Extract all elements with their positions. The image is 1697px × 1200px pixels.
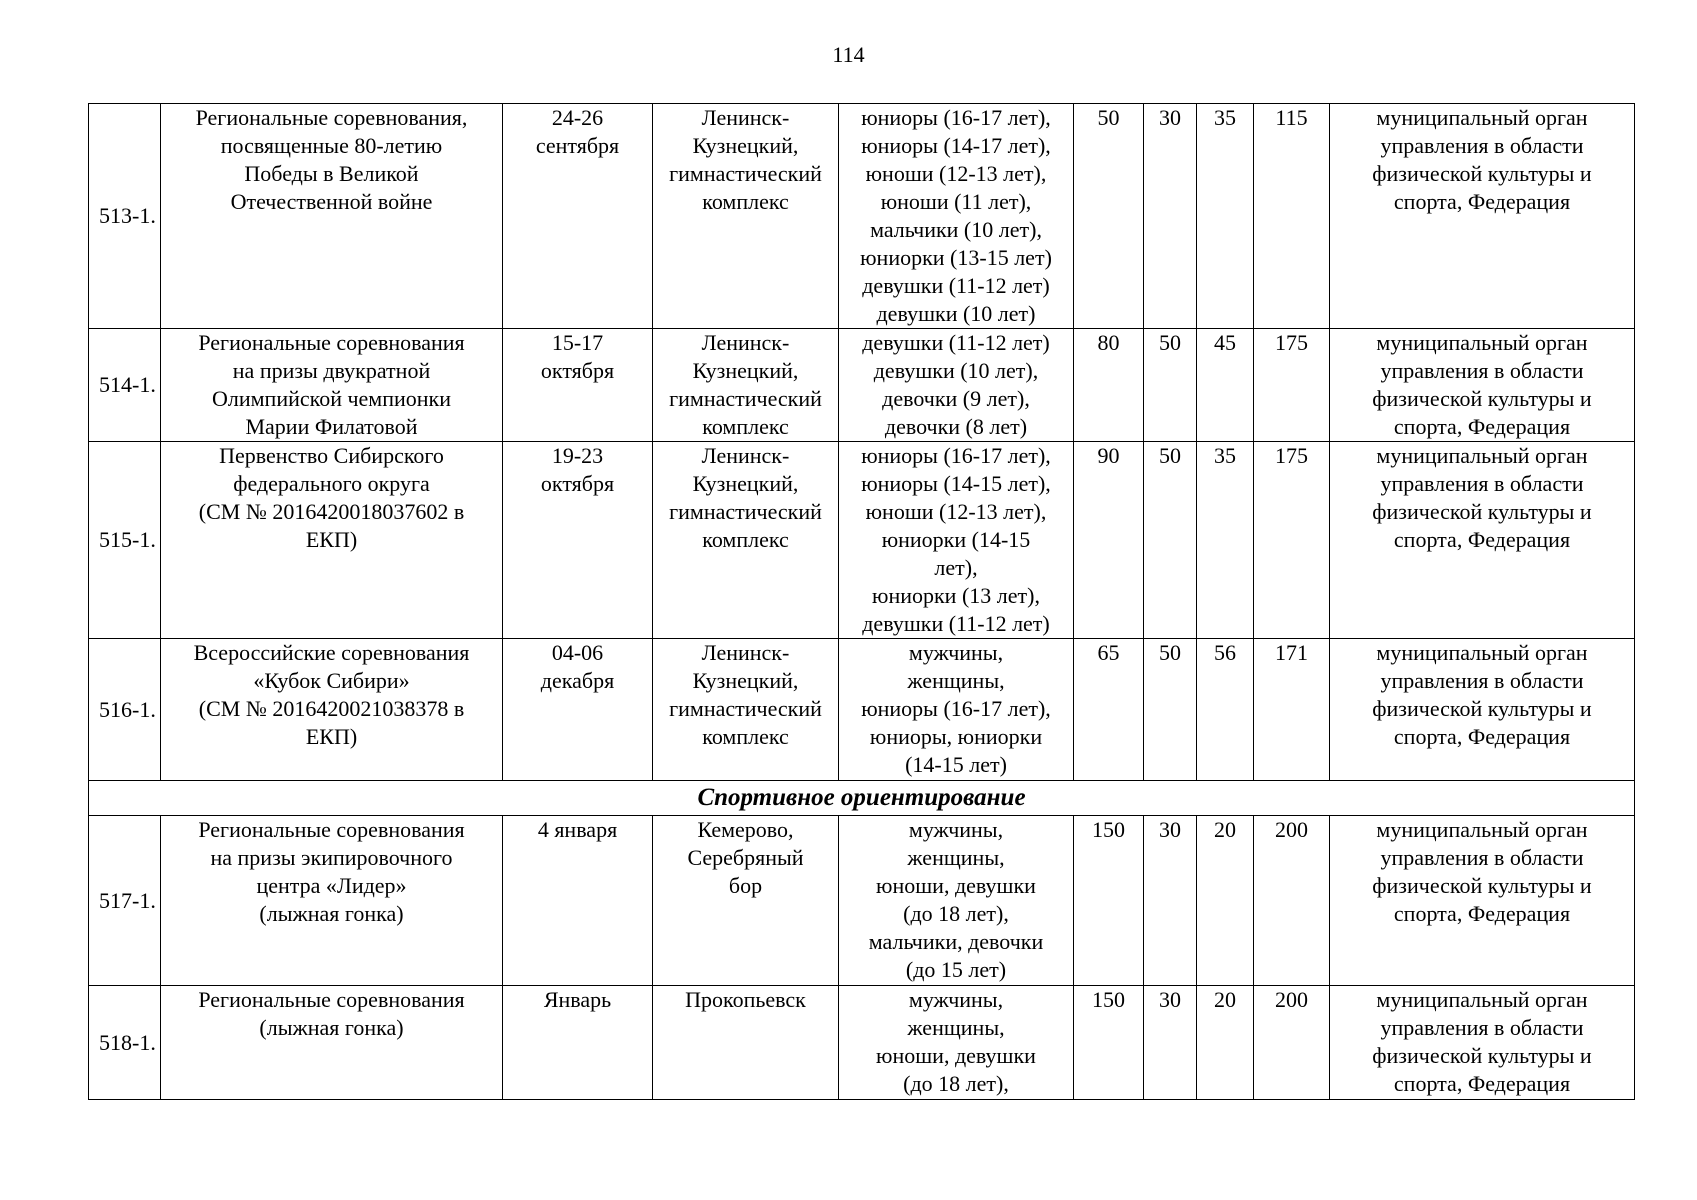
text-line: Победы в Великой <box>244 161 419 186</box>
cell-event-name <box>161 816 503 986</box>
cell-total: 115 <box>1254 104 1330 329</box>
text-line: девушки (10 лет) <box>876 301 1036 326</box>
text-line: девушки (11-12 лет) <box>862 330 1050 355</box>
text-line: муниципальный орган <box>1376 640 1588 665</box>
page-number: 114 <box>832 42 865 67</box>
text-line: сентября <box>535 133 620 158</box>
text-line: Кузнецкий, <box>692 133 799 158</box>
text-line: Отечественной войне <box>230 189 433 214</box>
text-line: юноши, девушки <box>876 873 1036 898</box>
cell-location <box>653 442 839 639</box>
table-row <box>89 816 1635 986</box>
text-line: бор <box>728 873 763 898</box>
cell-count-2: 50 <box>1144 639 1197 781</box>
text-line: Олимпийской чемпионки <box>211 386 452 411</box>
text-line: юниоры, юниорки <box>869 724 1043 749</box>
text-line: федерального округа <box>233 471 430 496</box>
text-line: (лыжная гонка) <box>259 1015 404 1040</box>
text-line: физической культуры и <box>1372 499 1592 524</box>
text-line: управления в области <box>1380 471 1584 496</box>
cell-dates <box>503 329 653 442</box>
text-line: декабря <box>540 668 615 693</box>
text-line: на призы экипировочного <box>210 845 453 870</box>
cell-event-name <box>161 442 503 639</box>
cell-organizer <box>1330 816 1635 986</box>
cell-dates <box>503 442 653 639</box>
text-line: юноши (11 лет), <box>880 189 1032 214</box>
text-line: Региональные соревнования, <box>195 105 468 130</box>
text-line: ЕКП) <box>305 724 358 749</box>
text-line: (СМ № 2016420021038378 в <box>198 696 465 721</box>
text-line: комплекс <box>702 189 789 214</box>
table-row <box>89 329 1635 442</box>
cell-count-2: 50 <box>1144 329 1197 442</box>
cell-count-3: 45 <box>1197 329 1254 442</box>
text-line: юниоры (14-17 лет), <box>861 133 1051 158</box>
text-line: юноши, девушки <box>876 1043 1036 1068</box>
text-line: (лыжная гонка) <box>259 901 404 926</box>
text-line: юниорки (14-15 <box>881 527 1031 552</box>
text-line: спорта, Федерация <box>1393 1071 1571 1096</box>
cell-participants <box>839 329 1074 442</box>
text-line: комплекс <box>702 527 789 552</box>
cell-number: 514-1. <box>89 329 161 442</box>
text-line: девочки (8 лет) <box>884 414 1028 439</box>
cell-count-3: 20 <box>1197 986 1254 1100</box>
text-line: гимнастический <box>669 386 822 411</box>
cell-count-2: 30 <box>1144 816 1197 986</box>
cell-organizer <box>1330 329 1635 442</box>
text-line: (СМ № 2016420018037602 в <box>198 499 465 524</box>
cell-dates <box>503 986 653 1100</box>
text-line: спорта, Федерация <box>1393 901 1571 926</box>
text-line: Прокопьевск <box>685 987 806 1012</box>
cell-participants <box>839 104 1074 329</box>
cell-count-3: 35 <box>1197 104 1254 329</box>
text-line: муниципальный орган <box>1376 817 1588 842</box>
cell-count-2: 50 <box>1144 442 1197 639</box>
text-line: Региональные соревнования <box>198 330 465 355</box>
cell-location <box>653 329 839 442</box>
cell-total: 200 <box>1254 816 1330 986</box>
table-row <box>89 442 1635 639</box>
text-line: 04-06 <box>551 640 604 665</box>
cell-location <box>653 104 839 329</box>
cell-count-3: 56 <box>1197 639 1254 781</box>
text-line: девочки (9 лет), <box>882 386 1030 411</box>
text-line: юниоры (14-15 лет), <box>861 471 1051 496</box>
cell-location <box>653 986 839 1100</box>
text-line: женщины, <box>907 1015 1005 1040</box>
text-line: Январь <box>543 987 612 1012</box>
text-line: юниоры (16-17 лет), <box>861 696 1051 721</box>
text-line: Кузнецкий, <box>692 668 799 693</box>
cell-organizer <box>1330 639 1635 781</box>
text-line: мужчины, <box>908 640 1004 665</box>
cell-count-2: 30 <box>1144 104 1197 329</box>
cell-count-1: 150 <box>1074 816 1144 986</box>
text-line: Ленинск- <box>701 105 790 130</box>
text-line: девушки (10 лет), <box>873 358 1039 383</box>
cell-total: 175 <box>1254 329 1330 442</box>
text-line: мальчики, девочки <box>868 929 1044 954</box>
cell-location <box>653 816 839 986</box>
cell-count-3: 35 <box>1197 442 1254 639</box>
cell-event-name <box>161 104 503 329</box>
text-line: Кемерово, <box>697 817 794 842</box>
text-line: юниоры (16-17 лет), <box>861 443 1051 468</box>
cell-participants <box>839 639 1074 781</box>
text-line: (до 15 лет) <box>905 957 1007 982</box>
cell-total: 175 <box>1254 442 1330 639</box>
cell-count-2: 30 <box>1144 986 1197 1100</box>
table-body-upper <box>89 104 1635 781</box>
text-line: муниципальный орган <box>1376 330 1588 355</box>
text-line: управления в области <box>1380 845 1584 870</box>
text-line: 19-23 <box>551 443 604 468</box>
text-line: спорта, Федерация <box>1393 189 1571 214</box>
text-line: ЕКП) <box>305 527 358 552</box>
table-row <box>89 104 1635 329</box>
text-line: управления в области <box>1380 133 1584 158</box>
text-line: физической культуры и <box>1372 161 1592 186</box>
text-line: управления в области <box>1380 668 1584 693</box>
cell-total: 171 <box>1254 639 1330 781</box>
text-line: юноши (12-13 лет), <box>865 161 1047 186</box>
table-row <box>89 986 1635 1100</box>
text-line: Ленинск- <box>701 330 790 355</box>
text-line: мужчины, <box>908 817 1004 842</box>
text-line: посвященные 80-летию <box>220 133 443 158</box>
cell-number: 516-1. <box>89 639 161 781</box>
text-line: Региональные соревнования <box>198 817 465 842</box>
text-line: октября <box>540 471 615 496</box>
text-line: юниорки (13-15 лет) <box>860 245 1052 270</box>
text-line: 24-26 <box>551 105 604 130</box>
cell-dates <box>503 816 653 986</box>
text-line: Ленинск- <box>701 443 790 468</box>
text-line: гимнастический <box>669 161 822 186</box>
text-line: Ленинск- <box>701 640 790 665</box>
cell-count-1: 65 <box>1074 639 1144 781</box>
text-line: (14-15 лет) <box>905 752 1007 777</box>
text-line: физической культуры и <box>1372 1043 1592 1068</box>
text-line: мальчики (10 лет), <box>870 217 1042 242</box>
text-line: лет), <box>934 555 978 580</box>
text-line: физической культуры и <box>1372 696 1592 721</box>
text-line: (до 18 лет), <box>903 1071 1009 1096</box>
cell-event-name <box>161 329 503 442</box>
text-line: Серебряный <box>687 845 804 870</box>
text-line: спорта, Федерация <box>1393 527 1571 552</box>
text-line: муниципальный орган <box>1376 987 1588 1012</box>
cell-number: 515-1. <box>89 442 161 639</box>
text-line: 15-17 <box>551 330 604 355</box>
text-line: юноши (12-13 лет), <box>865 499 1047 524</box>
text-line: комплекс <box>702 414 789 439</box>
table-row <box>89 639 1635 781</box>
cell-event-name <box>161 639 503 781</box>
cell-count-3: 20 <box>1197 816 1254 986</box>
text-line: Первенство Сибирского <box>219 443 444 468</box>
text-line: (до 18 лет), <box>903 901 1009 926</box>
cell-dates <box>503 104 653 329</box>
text-line: юниоры (16-17 лет), <box>861 105 1051 130</box>
text-line: муниципальный орган <box>1376 105 1588 130</box>
text-line: физической культуры и <box>1372 873 1592 898</box>
text-line: девушки (11-12 лет) <box>862 273 1050 298</box>
cell-number: 513-1. <box>89 104 161 329</box>
cell-total: 200 <box>1254 986 1330 1100</box>
cell-dates <box>503 639 653 781</box>
text-line: муниципальный орган <box>1376 443 1588 468</box>
cell-organizer <box>1330 442 1635 639</box>
text-line: мужчины, <box>908 987 1004 1012</box>
cell-event-name <box>161 986 503 1100</box>
cell-count-1: 150 <box>1074 986 1144 1100</box>
cell-participants <box>839 986 1074 1100</box>
cell-organizer <box>1330 104 1635 329</box>
text-line: девушки (11-12 лет) <box>862 611 1050 636</box>
text-line: центра «Лидер» <box>256 873 407 898</box>
text-line: «Кубок Сибири» <box>253 668 410 693</box>
cell-organizer <box>1330 986 1635 1100</box>
cell-location <box>653 639 839 781</box>
text-line: 4 января <box>537 817 618 842</box>
table-body-lower <box>89 816 1635 1100</box>
text-line: физической культуры и <box>1372 386 1592 411</box>
cell-count-1: 50 <box>1074 104 1144 329</box>
text-line: октября <box>540 358 615 383</box>
text-line: на призы двукратной <box>232 358 431 383</box>
cell-participants <box>839 442 1074 639</box>
text-line: Региональные соревнования <box>198 987 465 1012</box>
text-line: женщины, <box>907 668 1005 693</box>
section-body <box>89 781 1635 816</box>
text-line: Марии Филатовой <box>245 414 418 439</box>
cell-count-1: 90 <box>1074 442 1144 639</box>
events-table <box>88 103 1635 1100</box>
text-line: женщины, <box>907 845 1005 870</box>
section-title: Спортивное ориентирование <box>89 781 1635 816</box>
text-line: спорта, Федерация <box>1393 414 1571 439</box>
text-line: гимнастический <box>669 696 822 721</box>
cell-number: 517-1. <box>89 816 161 986</box>
text-line: гимнастический <box>669 499 822 524</box>
text-line: Кузнецкий, <box>692 358 799 383</box>
text-line: управления в области <box>1380 1015 1584 1040</box>
text-line: Всероссийские соревнования <box>193 640 470 665</box>
cell-number: 518-1. <box>89 986 161 1100</box>
text-line: управления в области <box>1380 358 1584 383</box>
text-line: комплекс <box>702 724 789 749</box>
text-line: Кузнецкий, <box>692 471 799 496</box>
section-row <box>89 781 1635 816</box>
cell-count-1: 80 <box>1074 329 1144 442</box>
text-line: спорта, Федерация <box>1393 724 1571 749</box>
text-line: юниорки (13 лет), <box>872 583 1040 608</box>
cell-participants <box>839 816 1074 986</box>
